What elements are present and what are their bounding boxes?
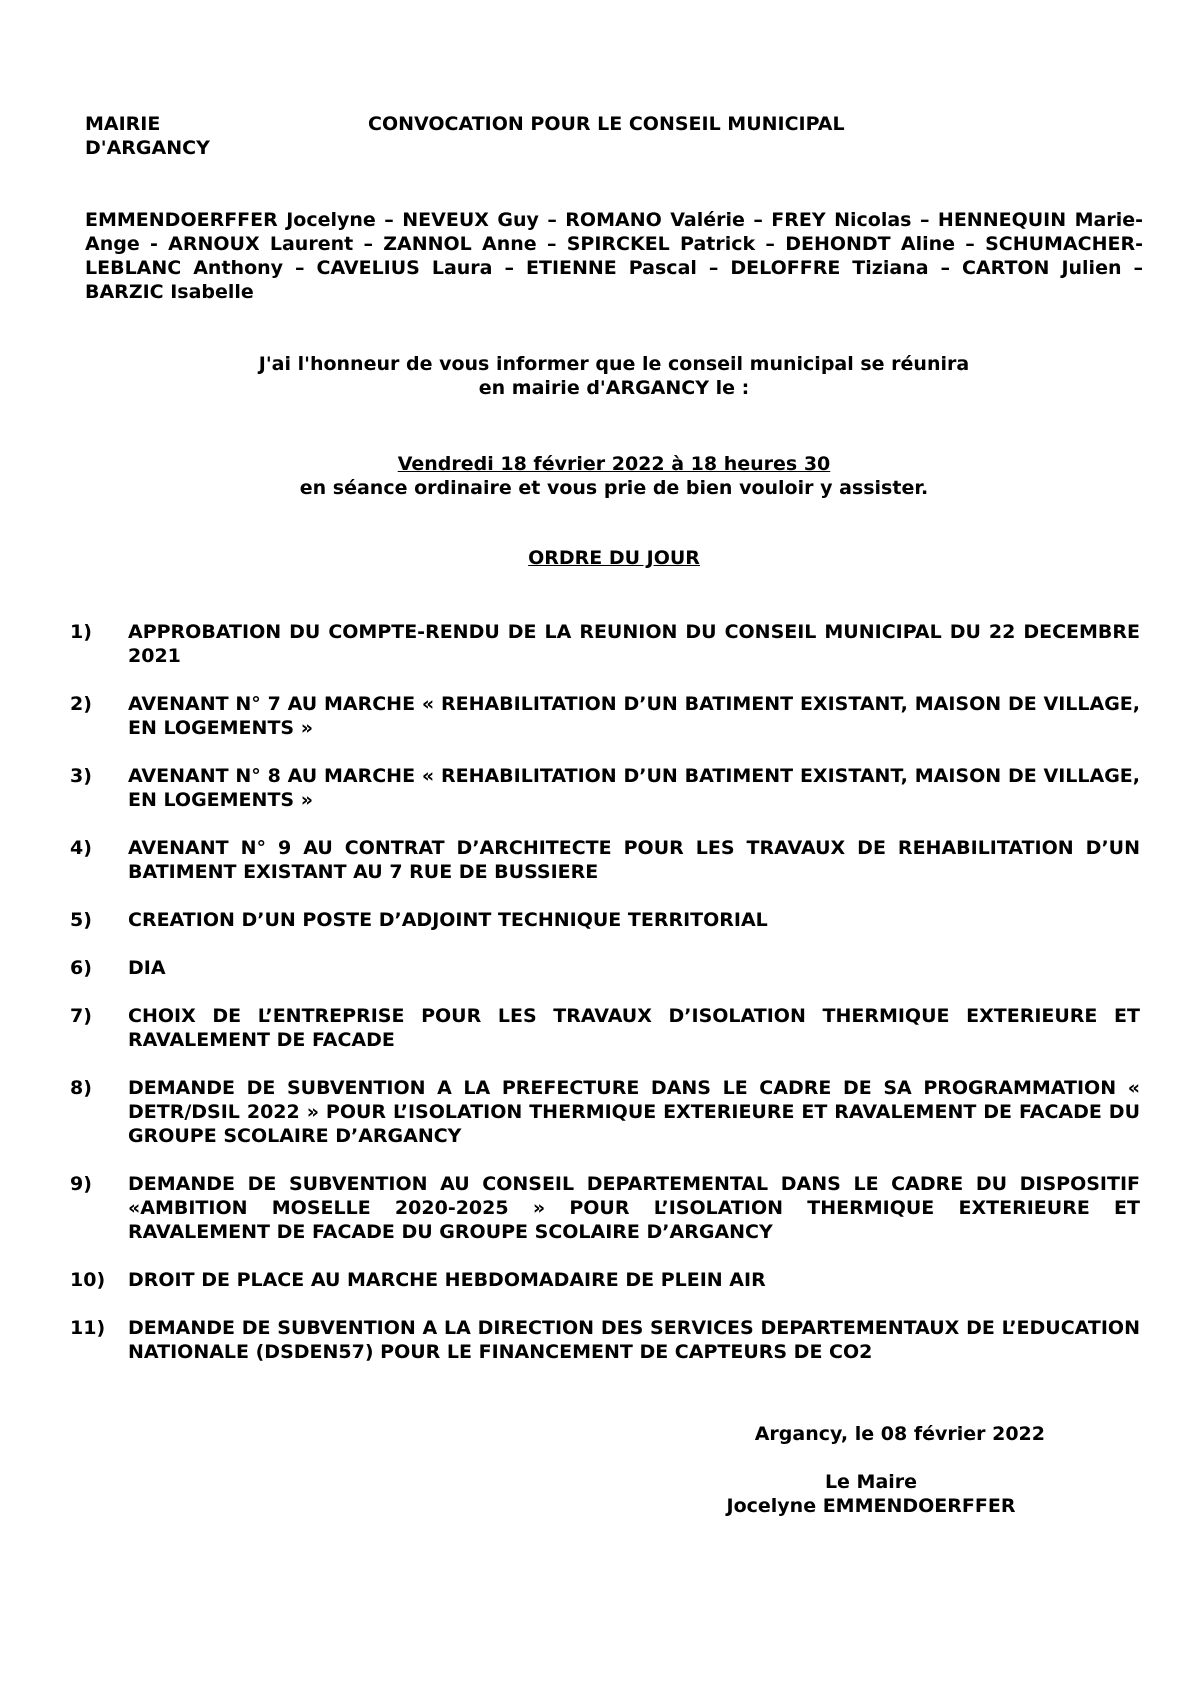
signatory-role: Le Maire xyxy=(824,1471,918,1493)
intro-line-2: en mairie d'ARGANCY le : xyxy=(478,377,750,399)
agenda-item-number: 6) xyxy=(70,957,92,979)
agenda-item xyxy=(70,1316,1140,1364)
agenda-item-text: CREATION D’UN POSTE D’ADJOINT TECHNIQUE TERRITORIAL xyxy=(128,909,768,931)
agenda-item xyxy=(70,956,1140,980)
agenda-list xyxy=(70,620,1140,1388)
signature-block xyxy=(721,1470,1021,1518)
meeting-date-block xyxy=(85,452,1143,500)
council-members-list: EMMENDOERFFER Jocelyne – NEVEUX Guy – ROMANO Valérie – FREY Nicolas – HENNEQUIN Marie-Ange - ARNOUX Laurent – ZANNOL Anne – SPIRCKEL Patrick – DEHONDT Aline – SCHUMACHER-LEBLANC Anthony – CAVELIUS Laura – ETIENNE Pascal – DELOFFRE Tiziana – CARTON Julien – BARZIC Isabelle xyxy=(85,209,1143,303)
agenda-item-text: CHOIX DE L’ENTREPRISE POUR LES TRAVAUX D’ISOLATION THERMIQUE EXTERIEURE ET RAVALEMENT DE FACADE xyxy=(128,1005,1140,1051)
agenda-item-text: DIA xyxy=(128,957,166,979)
agenda-item-number: 8) xyxy=(70,1077,92,1099)
agenda-item-text: DEMANDE DE SUBVENTION AU CONSEIL DEPARTEMENTAL DANS LE CADRE DU DISPOSITIF «AMBITION MOSELLE 2020-2025 » POUR L’ISOLATION THERMIQUE EXTERIEURE ET RAVALEMENT DE FACADE DU GROUPE SCOLAIRE D’ARGANCY xyxy=(128,1173,1140,1243)
meeting-session: en séance ordinaire et vous prie de bien vouloir y assister. xyxy=(299,477,929,499)
closing-block xyxy=(726,1422,1045,1518)
place-and-date: Argancy, le 08 février 2022 xyxy=(754,1423,1045,1445)
agenda-item xyxy=(70,1076,1140,1148)
agenda-item xyxy=(70,908,1140,932)
agenda-item-number: 11) xyxy=(70,1317,106,1339)
mairie-line-2: D'ARGANCY xyxy=(85,137,210,159)
mairie-block xyxy=(85,112,285,160)
agenda-item-number: 1) xyxy=(70,621,92,643)
agenda-item-text: DROIT DE PLACE AU MARCHE HEBDOMADAIRE DE PLEIN AIR xyxy=(128,1269,766,1291)
agenda-item-number: 9) xyxy=(70,1173,92,1195)
intro-paragraph xyxy=(85,352,1143,400)
agenda-item-text: APPROBATION DU COMPTE-RENDU DE LA REUNION DU CONSEIL MUNICIPAL DU 22 DECEMBRE 2021 xyxy=(128,621,1140,667)
signatory-name: Jocelyne EMMENDOERFFER xyxy=(726,1495,1016,1517)
agenda-item xyxy=(70,1268,1140,1292)
agenda-title: ORDRE DU JOUR xyxy=(528,547,700,569)
agenda-item xyxy=(70,1172,1140,1244)
agenda-item-text: DEMANDE DE SUBVENTION A LA DIRECTION DES SERVICES DEPARTEMENTAUX DE L’EDUCATION NATIONALE (DSDEN57) POUR LE FINANCEMENT DE CAPTEURS DE CO2 xyxy=(128,1317,1140,1363)
agenda-item-number: 3) xyxy=(70,765,92,787)
agenda-item-text: DEMANDE DE SUBVENTION A LA PREFECTURE DANS LE CADRE DE SA PROGRAMMATION « DETR/DSIL 2022 » POUR L’ISOLATION THERMIQUE EXTERIEURE ET RAVALEMENT DE FACADE DU GROUPE SCOLAIRE D’ARGANCY xyxy=(128,1077,1140,1147)
agenda-item-number: 10) xyxy=(70,1269,106,1291)
agenda-item-number: 7) xyxy=(70,1005,92,1027)
agenda-item-text: AVENANT N° 8 AU MARCHE « REHABILITATION D’UN BATIMENT EXISTANT, MAISON DE VILLAGE, EN LOGEMENTS » xyxy=(128,765,1140,811)
agenda-item xyxy=(70,692,1140,740)
agenda-item-number: 4) xyxy=(70,837,92,859)
agenda-item xyxy=(70,836,1140,884)
mairie-line-1: MAIRIE xyxy=(85,113,161,135)
agenda-item-number: 5) xyxy=(70,909,92,931)
meeting-date: Vendredi 18 février 2022 à 18 heures 30 xyxy=(397,453,831,475)
agenda-item-number: 2) xyxy=(70,693,92,715)
agenda-item xyxy=(70,764,1140,812)
agenda-item xyxy=(70,1004,1140,1052)
intro-line-1: J'ai l'honneur de vous informer que le conseil municipal se réunira xyxy=(258,353,970,375)
agenda-item-text: AVENANT N° 7 AU MARCHE « REHABILITATION D’UN BATIMENT EXISTANT, MAISON DE VILLAGE, EN LOGEMENTS » xyxy=(128,693,1140,739)
agenda-item xyxy=(70,620,1140,668)
agenda-item-text: AVENANT N° 9 AU CONTRAT D’ARCHITECTE POUR LES TRAVAUX DE REHABILITATION D’UN BATIMENT EXISTANT AU 7 RUE DE BUSSIERE xyxy=(128,837,1140,883)
document-title: CONVOCATION POUR LE CONSEIL MUNICIPAL xyxy=(368,113,845,135)
